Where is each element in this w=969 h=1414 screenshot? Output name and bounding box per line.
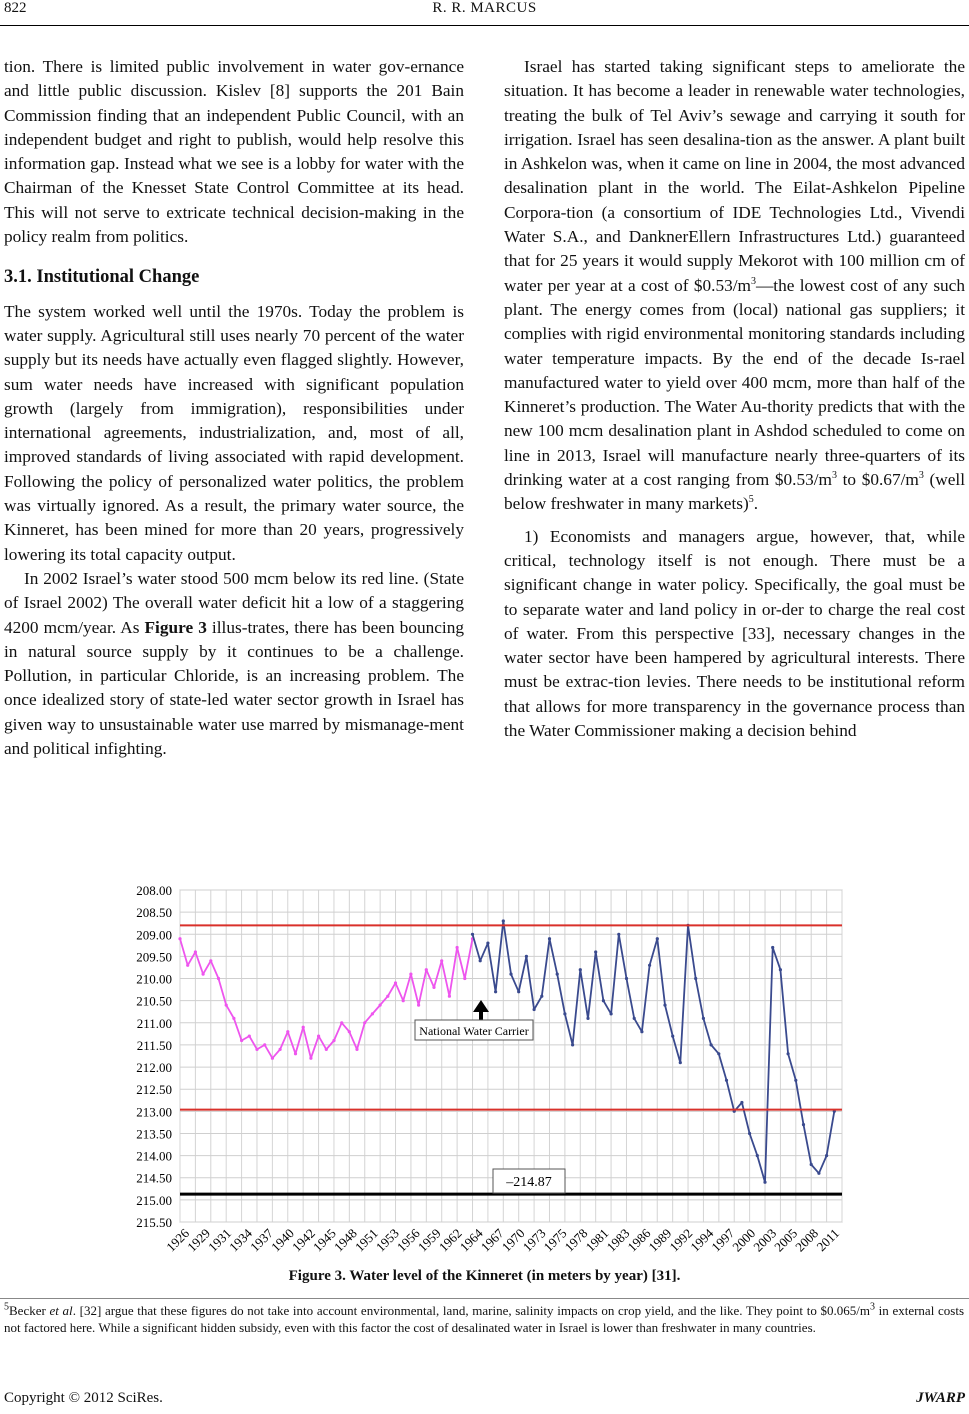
x-tick-label: 1992 — [666, 1225, 696, 1255]
data-point — [240, 1039, 243, 1042]
data-point — [763, 1181, 766, 1184]
x-tick-label: 2011 — [813, 1225, 843, 1255]
y-tick-label: 215.50 — [136, 1215, 172, 1230]
x-tick-label: 2000 — [729, 1225, 759, 1255]
data-point — [217, 977, 220, 980]
data-point — [787, 1052, 790, 1055]
data-point — [225, 1004, 228, 1007]
text-run: . — [753, 494, 759, 514]
journal-name: JWARP — [916, 1390, 965, 1406]
x-tick-label: 1926 — [163, 1225, 193, 1255]
data-point — [456, 946, 459, 949]
data-point — [702, 1017, 705, 1020]
data-point — [794, 1079, 797, 1082]
data-point — [610, 1012, 613, 1015]
x-tick-label: 1931 — [205, 1225, 235, 1255]
x-tick-label: 1967 — [477, 1225, 507, 1255]
data-point — [748, 1132, 751, 1135]
x-tick-label: 1953 — [372, 1225, 402, 1255]
y-axis-ticks — [136, 883, 172, 1230]
data-point — [579, 968, 582, 971]
data-point — [363, 1021, 366, 1024]
text-run: Israel has started taking significant steps to ameliorate the situation. It has become a leader in renewable water technologies, treating the bulk of Tel Aviv’s sewage and carrying it south for irrigation. Israel has seen desalina-tion as the answer. A plant built in Ashkelon was, when it came on line in 2004, the most advanced desalination plant in the world. The Eilat-Ashkelon Pipeline Corpora-tion (a consortium of IDE Technologies Ltd., Vivendi Water S.A., and DanknerEllern Infrastructures Ltd.) guaranteed that for 25 years it would supply Mekorot with 100 million cm of water per year at a cost of $0.53/m — [504, 57, 965, 295]
data-point — [371, 1012, 374, 1015]
data-point — [548, 937, 551, 940]
data-point — [178, 937, 181, 940]
copyright: Copyright © 2012 SciRes. — [4, 1390, 163, 1406]
footnote-marker: 5 — [4, 1301, 9, 1313]
y-tick-label: 212.00 — [136, 1060, 172, 1076]
data-point — [209, 959, 212, 962]
annotation-label-box — [415, 1020, 533, 1040]
y-tick-label: 214.50 — [136, 1170, 172, 1186]
x-tick-label: 1970 — [498, 1225, 528, 1255]
data-point — [486, 942, 489, 945]
data-point — [394, 981, 397, 984]
data-point — [348, 1030, 351, 1033]
superscript: 3 — [750, 275, 756, 287]
left-column — [4, 55, 464, 761]
data-point — [379, 1004, 382, 1007]
x-tick-label: 1986 — [624, 1225, 654, 1255]
data-point — [463, 977, 466, 980]
data-point — [725, 1079, 728, 1082]
black-line-label: –214.87 — [506, 1175, 552, 1190]
data-point — [417, 1004, 420, 1007]
x-tick-label: 1962 — [435, 1225, 465, 1255]
data-point — [317, 1035, 320, 1038]
x-tick-label: 1978 — [561, 1225, 591, 1255]
data-point — [710, 1043, 713, 1046]
section-heading: 3.1. Institutional Change — [4, 267, 200, 288]
paragraph — [504, 55, 965, 517]
data-point — [509, 973, 512, 976]
y-tick-label: 213.50 — [136, 1126, 172, 1142]
data-point — [425, 968, 428, 971]
data-point — [679, 1061, 682, 1064]
x-tick-label: 1948 — [330, 1225, 360, 1255]
paragraph: The system worked well until the 1970s. Today the problem is water supply. Agricultural still uses nearly 70 percent of the water supply but its needs have actually even flagged slightly. However, sum water needs have increased with significant population growth (largely from immigration), responsibilities under international agreements, industrialization, and, most of all, improved standards of living associated with rapid development. Following the policy of personalized water politics, the problem was virtually ignored. As a result, the primary water source, the Kinneret, has been mined for more than 20 years, progressively lowering its total capacity output. — [4, 301, 464, 564]
x-tick-label: 1983 — [603, 1225, 633, 1255]
data-point — [602, 999, 605, 1002]
x-tick-label: 1956 — [393, 1225, 423, 1255]
y-tick-label: 208.00 — [136, 883, 172, 898]
kinneret-water-level-chart — [0, 880, 969, 1270]
y-tick-label: 214.00 — [136, 1148, 172, 1164]
x-tick-label: 1994 — [687, 1225, 717, 1255]
data-point — [409, 973, 412, 976]
y-tick-label: 208.50 — [136, 905, 172, 921]
y-tick-label: 209.50 — [136, 949, 172, 965]
data-point — [717, 1052, 720, 1055]
data-point — [279, 1048, 282, 1051]
data-point — [594, 950, 597, 953]
y-tick-label: 215.00 — [136, 1192, 172, 1208]
data-point — [771, 946, 774, 949]
data-point — [271, 1057, 274, 1060]
data-point — [740, 1101, 743, 1104]
footnote-marker: 5 — [748, 494, 754, 506]
x-tick-label: 1934 — [226, 1225, 256, 1255]
x-tick-label: 1929 — [184, 1225, 214, 1255]
data-point — [633, 1017, 636, 1020]
data-point — [202, 973, 205, 976]
y-tick-label: 210.00 — [136, 971, 172, 987]
y-tick-label: 211.00 — [136, 1015, 172, 1031]
data-point — [294, 1052, 297, 1055]
data-point — [825, 1154, 828, 1157]
data-point — [625, 977, 628, 980]
text-run: Becker — [9, 1303, 50, 1318]
y-tick-label: 210.50 — [136, 993, 172, 1009]
data-point — [386, 995, 389, 998]
right-column — [504, 55, 965, 743]
data-point — [802, 1123, 805, 1126]
text-run: —the lowest cost of any such plant. The energy comes from (local) national gas suppliers; it complies with rigid environmental monitoring standards including water temperature impacts. By the end of the decade Is-rael manufactured water to yield over 400 mcm, more than half of the Kinneret’s production. The Water Au-thority predicts that with the new 100 mcm desalination plant in Ashdod scheduled to come on line in 2013, Israel will manufacture nearly three-quarters of its drinking water at a cost ranging from $0.53/m — [504, 275, 965, 490]
data-point — [817, 1172, 820, 1175]
x-tick-label: 2003 — [750, 1225, 780, 1255]
black-line-label-box — [493, 1169, 565, 1193]
data-point — [340, 1021, 343, 1024]
data-point — [571, 1043, 574, 1046]
data-point — [440, 959, 443, 962]
x-tick-label: 1997 — [708, 1225, 738, 1255]
header-rule — [0, 25, 969, 26]
paragraph — [4, 567, 464, 761]
data-point — [471, 933, 474, 936]
data-point — [563, 1012, 566, 1015]
text-run: (well below freshwater in many markets) — [504, 470, 965, 514]
x-tick-label: 1981 — [582, 1225, 612, 1255]
superscript: 3 — [831, 470, 837, 482]
x-tick-label: 1989 — [645, 1225, 675, 1255]
x-tick-label: 1940 — [267, 1225, 297, 1255]
data-point — [525, 955, 528, 958]
superscript: 3 — [869, 1301, 875, 1313]
data-point — [756, 1154, 759, 1157]
data-point — [194, 950, 197, 953]
data-point — [402, 999, 405, 1002]
data-point — [533, 1008, 536, 1011]
page-number: 822 — [4, 0, 27, 16]
y-tick-label: 213.00 — [136, 1104, 172, 1120]
data-point — [186, 964, 189, 967]
paragraph: 1) Economists and managers argue, however, that, while critical, technology itself is not enough. There must be a significant change in water policy. Specifically, the goal must be to separate water and land policy in or-der to charge the real cost of water. From this perspective [33], necessary changes in the water sector have been hampered by agricultural interests. There must be extrac-tion levies. There needs to be institutional reform that allows for more transparency in the governance process than the Water Commissioner making a decision behind — [504, 526, 965, 741]
x-tick-label: 1945 — [309, 1225, 339, 1255]
x-tick-label: 1964 — [456, 1225, 486, 1255]
figure-caption: Figure 3. Water level of the Kinneret (in meters by year) [31]. — [288, 1268, 681, 1284]
data-point — [779, 968, 782, 971]
data-point — [671, 1035, 674, 1038]
data-point — [617, 933, 620, 936]
x-axis-ticks — [163, 1225, 842, 1254]
data-point — [494, 990, 497, 993]
data-point — [663, 1004, 666, 1007]
data-point — [810, 1163, 813, 1166]
text-run: to $0.67/m — [836, 470, 919, 490]
data-point — [694, 977, 697, 980]
data-point — [248, 1035, 251, 1038]
data-point — [309, 1057, 312, 1060]
x-tick-label: 2008 — [792, 1225, 822, 1255]
data-point — [640, 1030, 643, 1033]
figure-reference: Figure 3 — [144, 617, 207, 637]
data-point — [325, 1048, 328, 1051]
data-point — [502, 919, 505, 922]
data-point — [479, 959, 482, 962]
x-tick-label: 1951 — [351, 1225, 381, 1255]
data-point — [355, 1048, 358, 1051]
data-point — [540, 995, 543, 998]
footnote-rule — [0, 1298, 969, 1299]
data-point — [332, 1039, 335, 1042]
text-run: In 2002 Israel’s water stood 500 mcm below its red line. (State of Israel 2002) The overall water deficit hit a low of a staggering 4200 mcm/year. As — [4, 568, 464, 637]
paragraph: tion. There is limited public involvement in water gov-ernance and little public discussion. Kislev [8] supports the 201 Bain Commission finding that an independent Public Council, with an independent budget and right to publish, would help resolve this information gap. Instead what we see is a lobby for water with the Chairman of the Knesset State Control Committee at its head. This will not serve to extricate technical decision-making in the policy realm from politics. — [4, 57, 464, 247]
text-run: in external costs not factored here. While a significant hidden subsidy, even with this factor the cost of desalinated water in Israel is lower than freshwater in many countries. — [4, 1303, 964, 1335]
x-tick-label: 1975 — [540, 1225, 570, 1255]
data-point — [255, 1048, 258, 1051]
x-tick-label: 1937 — [247, 1225, 276, 1255]
data-point — [263, 1043, 266, 1046]
y-tick-label: 209.00 — [136, 927, 172, 943]
data-point — [586, 1017, 589, 1020]
superscript: 3 — [918, 470, 924, 482]
data-point — [302, 1026, 305, 1029]
data-point — [648, 964, 651, 967]
data-point — [656, 937, 659, 940]
data-point — [517, 990, 520, 993]
data-point — [556, 973, 559, 976]
footnote — [4, 1302, 964, 1336]
x-tick-label: 1973 — [519, 1225, 549, 1255]
text-run: et al — [49, 1303, 73, 1318]
x-tick-label: 1959 — [414, 1225, 444, 1255]
data-point — [432, 986, 435, 989]
text-run: . [32] argue that these figures do not take into account environmental, land, marine, salinity impacts on crop yield, and the like. They point to $0.065/m — [72, 1303, 870, 1318]
y-tick-label: 212.50 — [136, 1082, 172, 1098]
x-tick-label: 1942 — [288, 1225, 318, 1255]
data-point — [448, 995, 451, 998]
x-tick-label: 2005 — [771, 1225, 801, 1255]
running-title: R. R. MARCUS — [432, 0, 537, 16]
text-run: illus-trates, there has been bouncing in natural source supply by it continues to be a challenge. Pollution, in particular Chloride, is an increasing problem. The once idealized story of state-led water sector growth in Israel has given way to unsustainable water use marred by mismanage-ment and political infighting. — [4, 617, 464, 759]
data-point — [286, 1030, 289, 1033]
y-tick-label: 211.50 — [136, 1037, 172, 1053]
data-point — [232, 1017, 235, 1020]
annotation-label: National Water Carrier — [419, 1024, 529, 1038]
